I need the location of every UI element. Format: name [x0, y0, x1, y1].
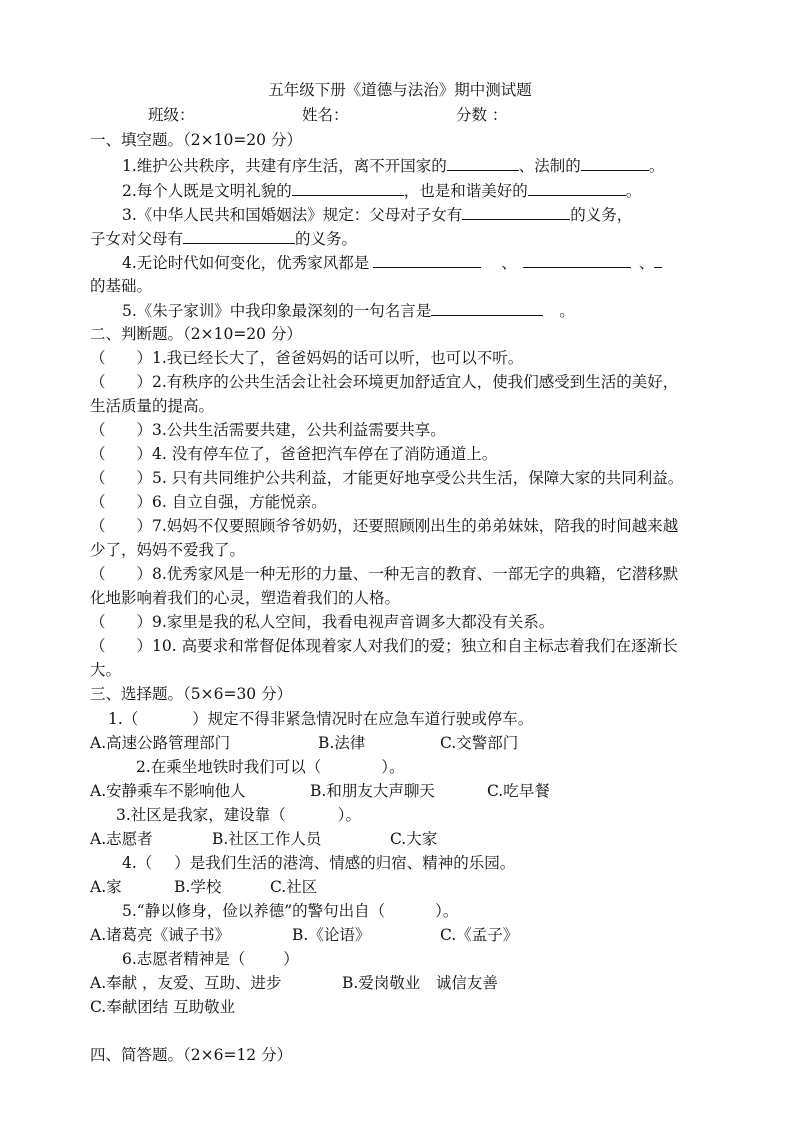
choice-q5-option-c: C.《孟子》 [440, 926, 519, 944]
choice-q2-option-b: B.和朋友大声聊天 [310, 782, 435, 800]
fill-q2-text-b: ，也是和谐美好的 [403, 182, 528, 200]
fill-q5 [122, 298, 575, 322]
fill-q5-text-b: 。 [559, 302, 575, 320]
choice-q3-option-a: A.志愿者 [90, 830, 153, 848]
fill-q3-text-d: 的义务。 [295, 230, 358, 248]
judge-q10-cont: 大。 [90, 661, 122, 679]
choice-q1-option-a: A.高速公路管理部门 [90, 734, 231, 752]
fill-q4-text-c: 、 [638, 254, 655, 272]
judge-q2-cont: 生活质量的提高。 [90, 397, 215, 415]
choice-q4-stem [122, 851, 515, 875]
choice-q6-stem [122, 947, 299, 971]
fill-q4-cont: 的基础。 [90, 277, 153, 295]
fill-q2 [122, 178, 641, 202]
judge-q7 [90, 514, 678, 538]
fill-q3-cont [90, 226, 357, 250]
fill-q3-blank-1[interactable] [462, 202, 570, 220]
choice-q4-stem-a: 4.（ [122, 854, 153, 872]
choice-q6-option-c: C.奉献团结 互助敬业 [90, 998, 236, 1016]
judge-q8-text: 8.优秀家风是一种无形的力量、一种无言的教育、一部无字的典籍，它潜移默 [152, 565, 679, 583]
fill-q4 [122, 250, 662, 274]
fill-q3-text-a: 3.《中华人民共和国婚姻法》规定：父母对子女有 [122, 206, 463, 224]
choice-q3-option-b: B.社区工作人员 [212, 830, 322, 848]
fill-q4-blank-2[interactable] [523, 250, 631, 268]
name-label: 姓名： [302, 106, 349, 124]
choice-q4-option-b: B.学校 [174, 878, 222, 896]
judge-q9-text: 9.家里是我的私人空间，我看电视声音调多大都没有关系。 [152, 613, 555, 631]
judge-answer-box[interactable]: （ ） [90, 469, 153, 487]
fill-q4-blank-1[interactable] [373, 250, 481, 268]
choice-q6-option-b: B.爱岗敬业 诚信友善 [342, 974, 498, 992]
fill-q1 [122, 153, 664, 177]
judge-answer-box[interactable]: （ ） [90, 637, 153, 655]
judge-q7-text: 7.妈妈不仅要照顾爷爷奶奶，还要照顾刚出生的弟弟妹妹，陪我的时间越来越 [152, 517, 679, 535]
judge-q10 [90, 634, 678, 658]
choice-q1-stem-a: 1.（ [108, 710, 139, 728]
choice-q6-stem-a: 6.志愿者精神是（ [122, 950, 246, 968]
fill-q1-text-b: 、法制的 [518, 157, 581, 175]
judge-answer-box[interactable]: （ ） [90, 445, 153, 463]
judge-q10-text: 10. 高要求和常督促体现着家人对我们的爱；独立和自主标志着我们在逐渐长 [152, 637, 678, 655]
judge-q6 [90, 490, 327, 514]
class-label: 班级： [148, 106, 195, 124]
judge-q8-cont: 化地影响着我们的心灵，塑造着我们的人格。 [90, 589, 401, 607]
section-fill-heading: 一、填空题。（2×10=20 分） [90, 131, 302, 149]
choice-q1-stem-b: ）规定不得非紧急情况时在应急车道行驶或停车。 [192, 710, 534, 728]
choice-q2-stem-b: ）。 [381, 758, 405, 776]
judge-answer-box[interactable]: （ ） [90, 517, 153, 535]
choice-q5-stem [122, 899, 458, 923]
choice-q2-option-a: A.安静乘车不影响他人 [90, 782, 246, 800]
choice-q6-stem-b: ） [283, 950, 299, 968]
judge-q6-text: 6. 自立自强，方能悦亲。 [152, 493, 327, 511]
judge-q8 [90, 562, 678, 586]
fill-q5-text-a: 5.《朱子家训》中我印象最深刻的一句名言是 [122, 302, 432, 320]
judge-q7-cont: 少了，妈妈不爱我了。 [90, 541, 246, 559]
judge-q5-text: 5. 只有共同维护公共利益，才能更好地享受公共生活，保障大家的共同利益。 [152, 469, 684, 487]
judge-q4-text: 4. 没有停车位了，爸爸把汽车停在了消防通道上。 [152, 445, 498, 463]
choice-q1-option-c: C.交警部门 [440, 734, 519, 752]
choice-q2-stem-a: 2.在乘坐地铁时我们可以（ [136, 758, 322, 776]
judge-q3-text: 3.公共生活需要共建，公共利益需要共享。 [152, 421, 446, 439]
judge-q9 [90, 610, 554, 634]
choice-q1-stem [108, 707, 533, 731]
fill-q4-blank-3[interactable] [654, 250, 662, 268]
choice-q5-option-b: B.《论语》 [292, 926, 371, 944]
judge-answer-box[interactable]: （ ） [90, 565, 153, 583]
choice-q3-stem [116, 803, 361, 827]
fill-q3 [122, 202, 632, 226]
judge-answer-box[interactable]: （ ） [90, 421, 153, 439]
choice-q1-option-b: B.法律 [318, 734, 366, 752]
section-short-heading: 四、简答题。（2×6=12 分） [90, 1046, 293, 1064]
fill-q3-blank-2[interactable] [183, 226, 295, 244]
fill-q1-blank-1[interactable] [447, 153, 519, 171]
choice-q5-stem-b: ）。 [435, 902, 459, 920]
fill-q3-text-b: 的义务， [570, 206, 633, 224]
choice-q4-stem-b: ）是我们生活的港湾、情感的归宿、精神的乐园。 [174, 854, 516, 872]
judge-answer-box[interactable]: （ ） [90, 349, 153, 367]
fill-q1-text-c: 。 [648, 157, 665, 175]
judge-q2-text: 2.有秩序的公共生活会让社会环境更加舒适宜人，使我们感受到生活的美好， [152, 373, 679, 391]
choice-q5-option-a: A.诸葛亮《诫子书》 [90, 926, 231, 944]
choice-q3-stem-b: ）。 [337, 806, 362, 824]
fill-q5-blank-1[interactable] [431, 298, 543, 316]
choice-q2-option-c: C.吃早餐 [487, 782, 550, 800]
choice-q6-option-a: A.奉献 ，友爱、互助、进步 [90, 974, 282, 992]
fill-q2-blank-2[interactable] [528, 178, 626, 196]
judge-q2 [90, 370, 678, 394]
judge-answer-box[interactable]: （ ） [90, 373, 153, 391]
choice-q4-option-c: C.社区 [270, 878, 318, 896]
choice-q2-stem [136, 755, 405, 779]
choice-q3-option-c: C.大家 [390, 830, 438, 848]
judge-q1 [90, 346, 523, 370]
fill-q1-blank-2[interactable] [581, 153, 649, 171]
score-label: 分数 ： [456, 106, 508, 124]
fill-q3-text-c: 子女对父母有 [90, 230, 184, 248]
section-choice-heading: 三、选择题。（5×6=30 分） [90, 685, 293, 703]
judge-answer-box[interactable]: （ ） [90, 613, 153, 631]
choice-q5-stem-a: 5.“静以修身，俭以养德”的警句出自（ [122, 902, 386, 920]
fill-q4-text-a: 4.无论时代如何变化，优秀家风都是 [122, 254, 370, 272]
fill-q2-text-c: 。 [625, 182, 642, 200]
judge-q1-text: 1.我已经长大了，爸爸妈妈的话可以听，也可以不听。 [152, 349, 524, 367]
fill-q1-text-a: 1.维护公共秩序，共建有序生活，离不开国家的 [122, 157, 447, 175]
judge-q3 [90, 418, 446, 442]
fill-q2-blank-1[interactable] [292, 178, 404, 196]
choice-q3-stem-a: 3.社区是我家，建设靠（ [116, 806, 286, 824]
fill-q4-text-b: 、 [501, 254, 517, 272]
judge-q4 [90, 442, 497, 466]
section-judge-heading: 二、判断题。（2×10=20 分） [90, 325, 302, 343]
exam-title: 五年级下册《道德与法治》期中测试题 [268, 81, 532, 99]
choice-q4-option-a: A.家 [90, 878, 122, 896]
judge-answer-box[interactable]: （ ） [90, 493, 153, 511]
judge-q5 [90, 466, 683, 490]
fill-q2-text-a: 2.每个人既是文明礼貌的 [122, 182, 292, 200]
